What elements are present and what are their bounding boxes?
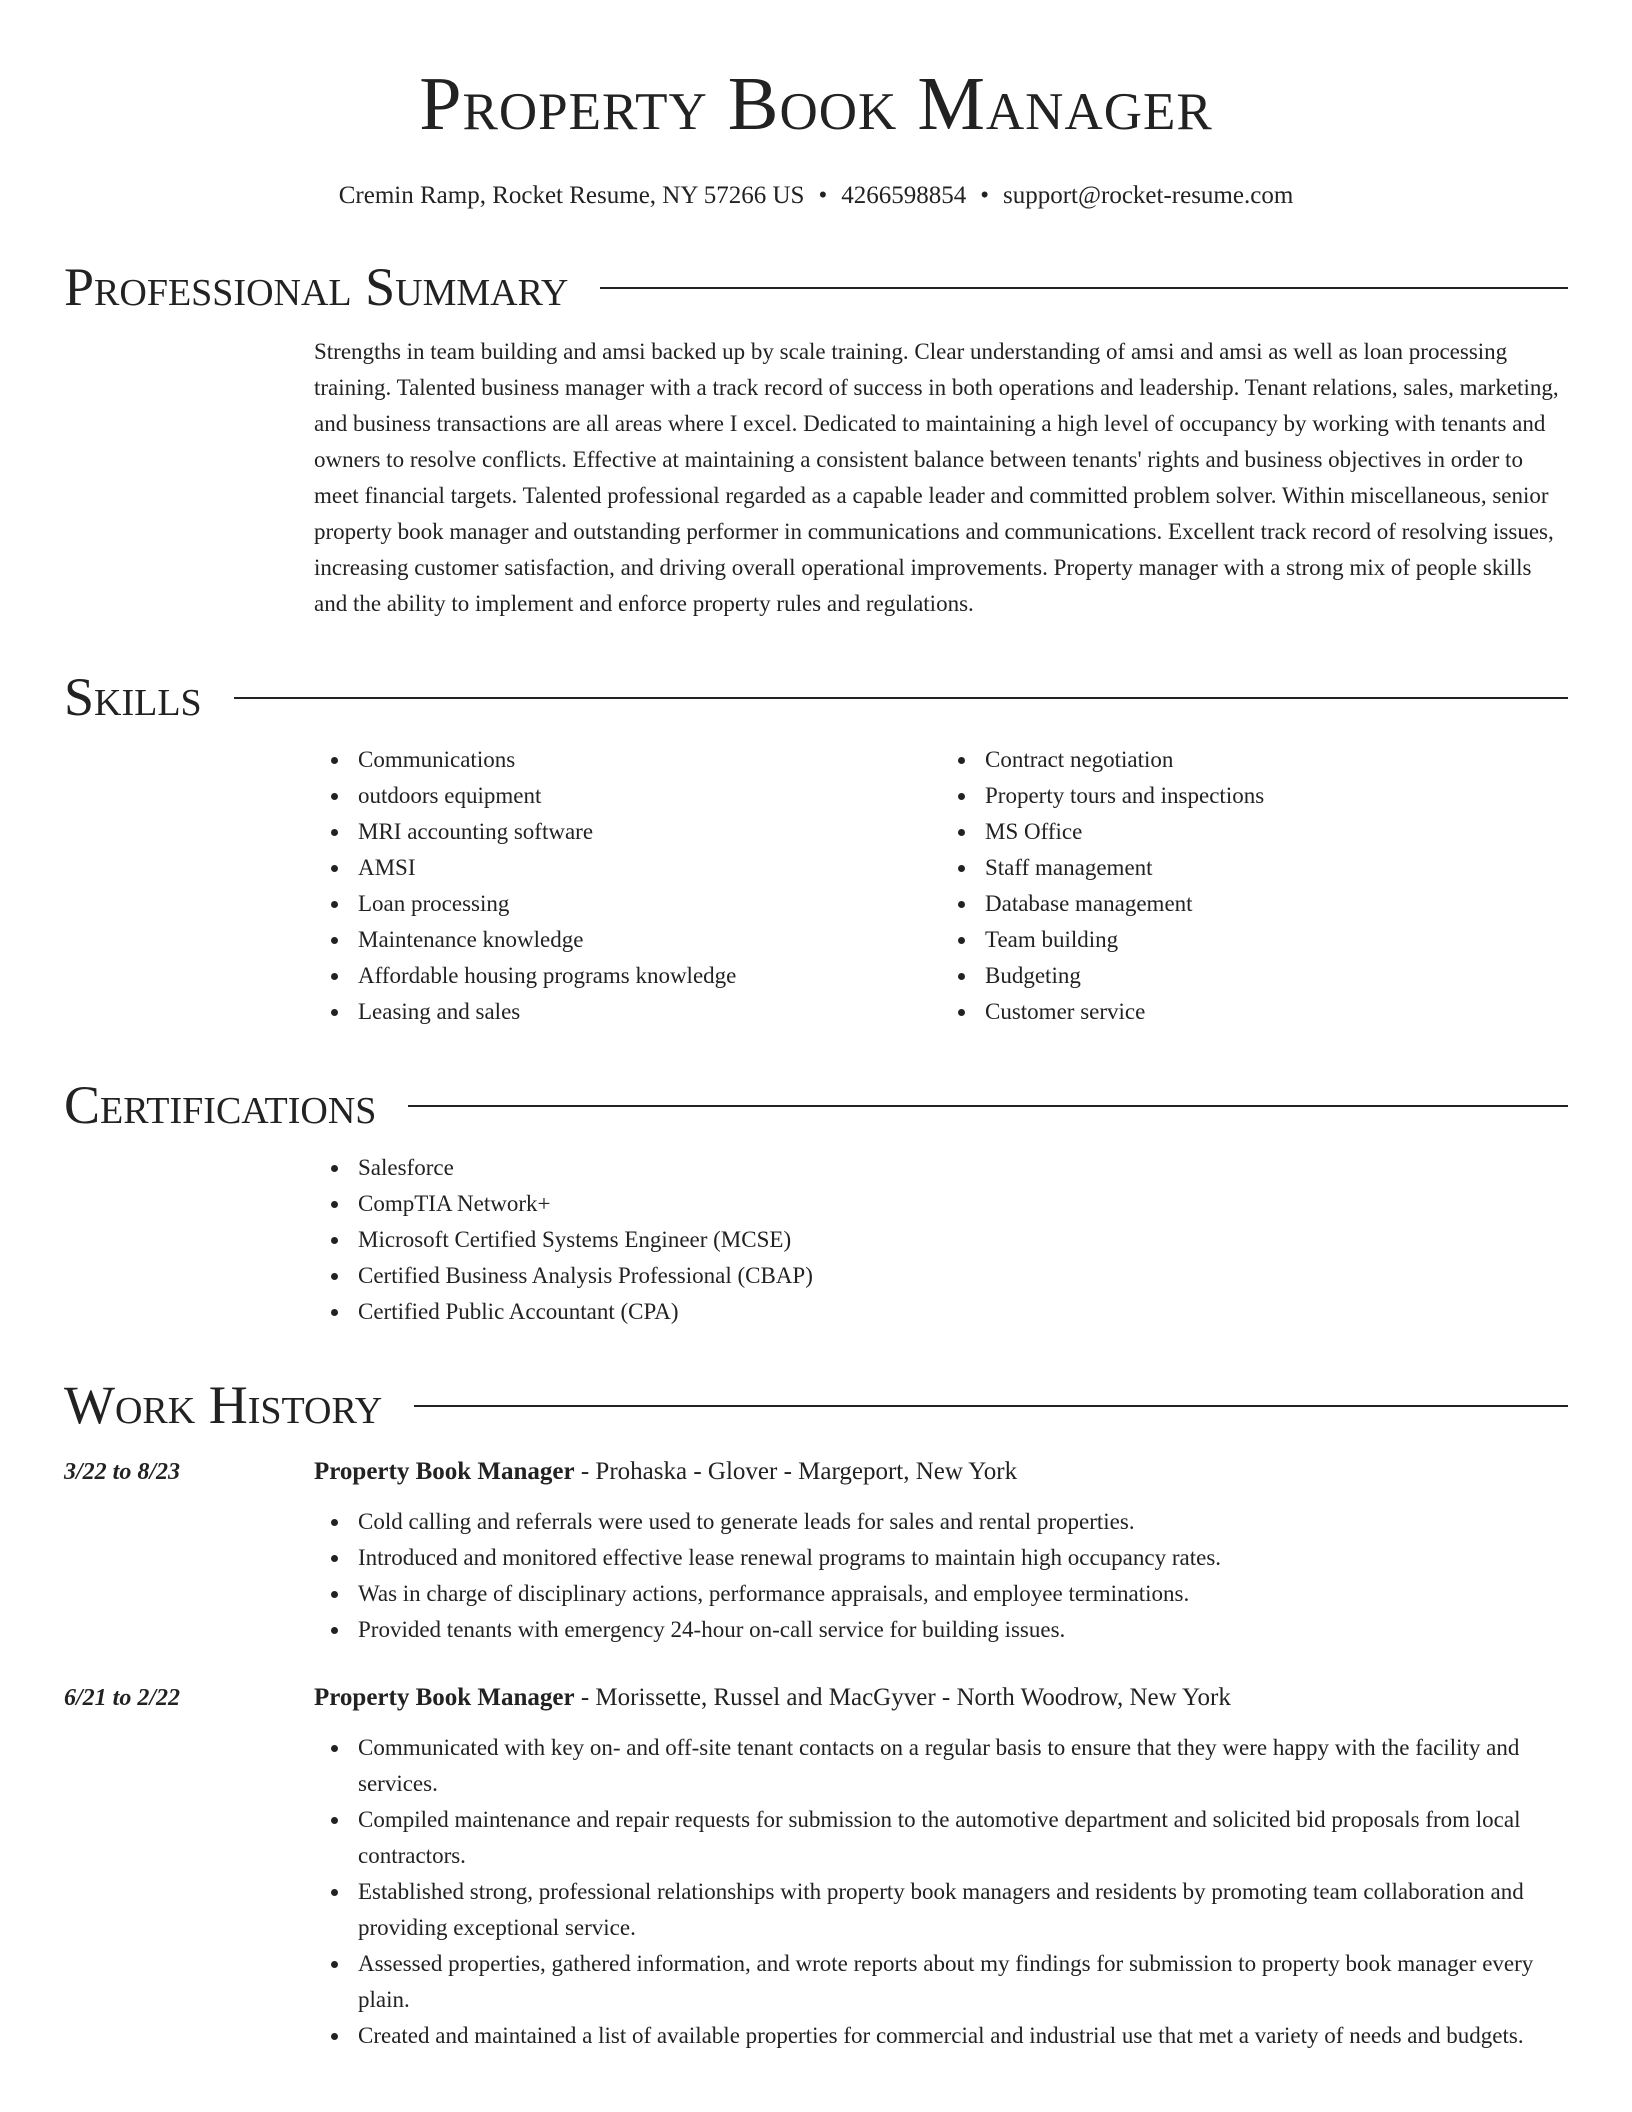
skill-item: MS Office [985, 814, 1568, 850]
responsibility-item: Provided tenants with emergency 24-hour on-call service for building issues. [358, 1612, 1568, 1648]
certification-item: CompTIA Network+ [358, 1186, 1568, 1222]
skill-item: MRI accounting software [358, 814, 941, 850]
job-dates: 3/22 to 8/23 [64, 1459, 181, 1485]
skills-column-left [314, 742, 941, 1030]
summary-heading: Professional Summary [64, 257, 569, 317]
job-responsibilities [314, 1730, 1568, 2054]
skill-item: AMSI [358, 850, 941, 886]
summary-text: Strengths in team building and amsi backed up by scale training. Clear understanding of amsi and amsi as well as loan processing training. Talented business manager with a track record of success in both operations and leadership. Tenant relations, sales, marketing, and business transactions are all areas where I excel. Dedicated to maintaining a high level of occupancy by working with tenants and owners to resolve conflicts. Effective at maintaining a consistent balance between tenants' rights and business objectives in order to meet financial targets. Talented professional regarded as a capable leader and committed problem solver. Within miscellaneous, senior property book manager and outstanding performer in communications and communications. Excellent track record of resolving issues, increasing customer satisfaction, and driving overall operational improvements. Property manager with a strong mix of people skills and the ability to implement and enforce property rules and regulations. [314, 339, 1559, 616]
skill-item: Maintenance knowledge [358, 922, 941, 958]
job-employer-location: - Prohaska - Glover - Margeport, New York [574, 1458, 1018, 1485]
skill-item: Property tours and inspections [985, 778, 1568, 814]
job-entry [64, 1454, 1568, 1648]
job-details [314, 1680, 1568, 2054]
summary-section-header [64, 254, 1568, 320]
skill-item: Team building [985, 922, 1568, 958]
skill-item: Leasing and sales [358, 994, 941, 1030]
responsibility-item: Was in charge of disciplinary actions, performance appraisals, and employee terminations. [358, 1576, 1568, 1612]
candidate-name: Property Book Manager [419, 62, 1213, 146]
skill-item: Customer service [985, 994, 1568, 1030]
contact-separator: • [980, 182, 989, 209]
work-history-section-header [64, 1372, 1568, 1438]
skill-item: Staff management [985, 850, 1568, 886]
skill-item: Budgeting [985, 958, 1568, 994]
job-employer-location: - Morissette, Russel and MacGyver - North Woodrow, New York [574, 1684, 1231, 1711]
skills-section-header [64, 664, 1568, 730]
skill-item: Contract negotiation [985, 742, 1568, 778]
responsibility-item: Established strong, professional relationships with property book managers and residents by promoting team collaboration and providing exceptional service. [358, 1874, 1568, 1946]
section-divider [408, 1105, 1568, 1107]
skills-heading: Skills [64, 667, 202, 727]
certification-item: Microsoft Certified Systems Engineer (MCSE) [358, 1222, 1568, 1258]
skill-item: Loan processing [358, 886, 941, 922]
contact-phone: 4266598854 [841, 182, 967, 209]
responsibility-item: Compiled maintenance and repair requests for submission to the automotive department and solicited bid proposals from local contractors. [358, 1802, 1568, 1874]
responsibility-item: Assessed properties, gathered information, and wrote reports about my findings for submission to property book manager every plain. [358, 1946, 1568, 2018]
work-history-heading: Work History [64, 1375, 383, 1435]
section-divider [414, 1405, 1568, 1407]
certifications-list [314, 1150, 1568, 1330]
certifications-heading: Certifications [64, 1075, 377, 1135]
skill-item: Database management [985, 886, 1568, 922]
responsibility-item: Communicated with key on- and off-site tenant contacts on a regular basis to ensure that they were happy with the facility and services. [358, 1730, 1568, 1802]
job-title: Property Book Manager [314, 1458, 575, 1485]
skill-item: outdoors equipment [358, 778, 941, 814]
job-details [314, 1454, 1568, 1648]
skills-column-right [941, 742, 1568, 1030]
skill-item: Communications [358, 742, 941, 778]
certification-item: Certified Business Analysis Professional (CBAP) [358, 1258, 1568, 1294]
section-divider [234, 697, 1568, 699]
job-entry [64, 1680, 1568, 2054]
contact-separator: • [818, 182, 828, 209]
job-title-line [314, 1680, 1568, 1716]
contact-address: Cremin Ramp, Rocket Resume, NY 57266 US [338, 182, 805, 209]
certification-item: Certified Public Accountant (CPA) [358, 1294, 1568, 1330]
skill-item: Affordable housing programs knowledge [358, 958, 941, 994]
job-title-line [314, 1454, 1568, 1490]
job-dates: 6/21 to 2/22 [64, 1685, 181, 1711]
certifications-section-header [64, 1072, 1568, 1138]
section-divider [600, 287, 1568, 289]
contact-line [64, 180, 1568, 212]
responsibility-item: Created and maintained a list of available properties for commercial and industrial use that met a variety of needs and budgets. [358, 2018, 1568, 2054]
job-responsibilities [314, 1504, 1568, 1648]
skills-grid [314, 742, 1568, 1030]
job-title: Property Book Manager [314, 1684, 575, 1711]
responsibility-item: Introduced and monitored effective lease renewal programs to maintain high occupancy rates. [358, 1540, 1568, 1576]
responsibility-item: Cold calling and referrals were used to generate leads for sales and rental properties. [358, 1504, 1568, 1540]
contact-email: support@rocket-resume.com [1002, 182, 1294, 209]
certification-item: Salesforce [358, 1150, 1568, 1186]
